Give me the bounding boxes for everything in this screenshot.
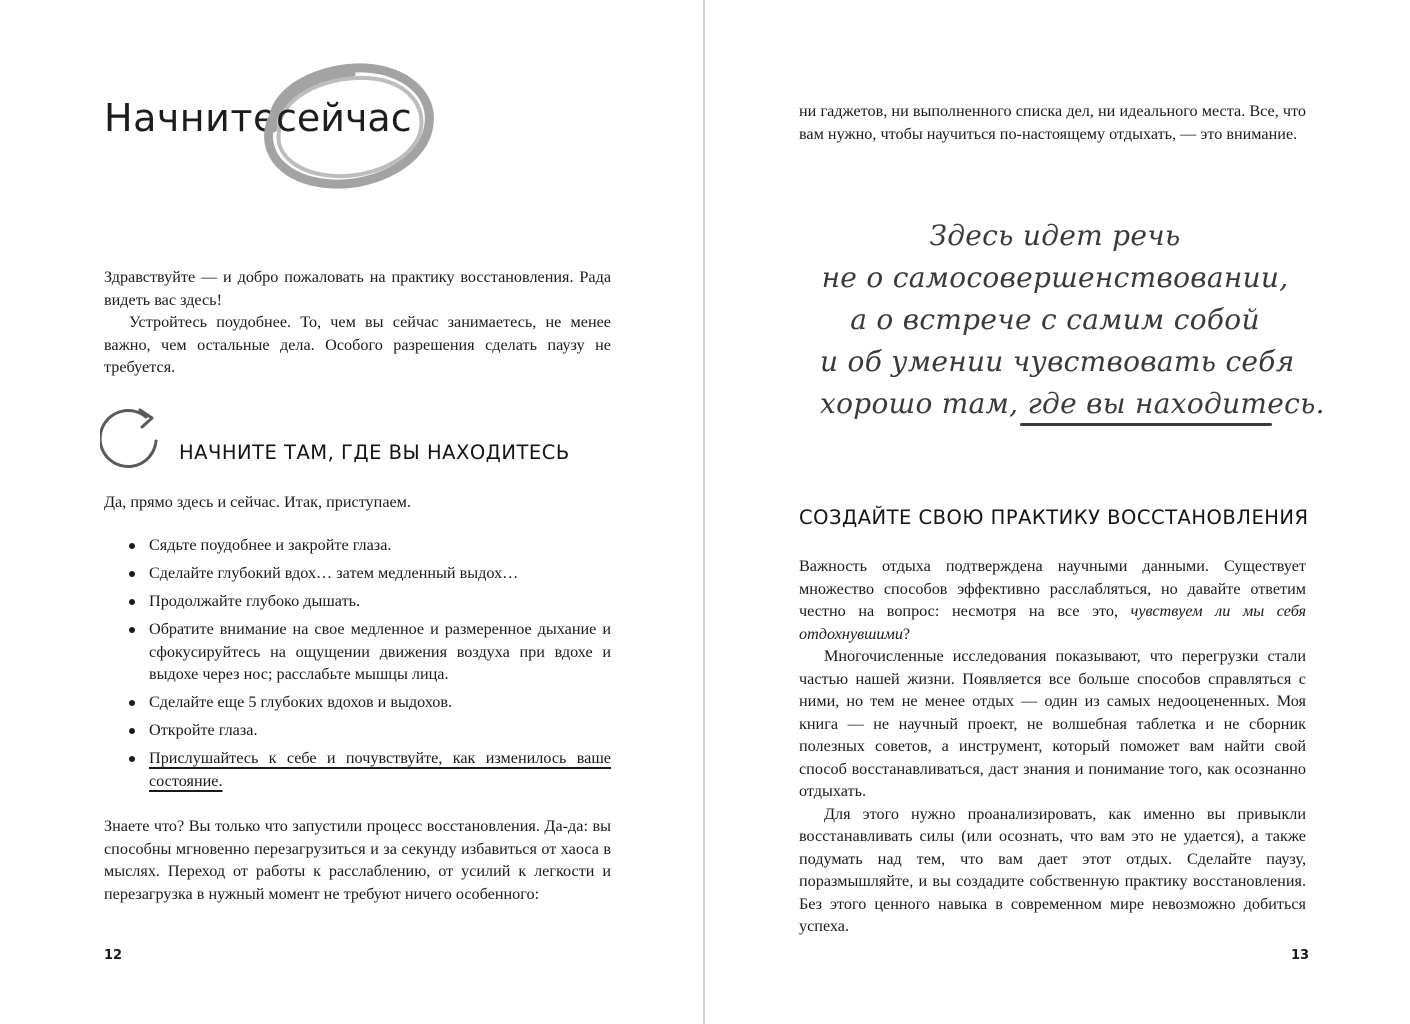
- page-number-left: 12: [104, 948, 123, 963]
- list-item: Обратите внимание на свое медленное и размеренное дыхание и сфокусируйтесь на ощущении движения воздуха при вдохе и выдохе через нос; расслабьте мышцы лица.: [129, 618, 611, 686]
- quote-line: и об умении чувствовать себя: [820, 345, 1295, 378]
- quote-line: хорошо там, где вы находитесь.: [820, 387, 1325, 420]
- list-item: Сядьте поудобнее и закройте глаза.: [129, 534, 611, 557]
- paragraph-1-text: Важность отдыха подтверждена научными данными. Существует множество способов эффективно расслабляться, но давайте ответим честно на вопрос: несмотря на все это,: [799, 557, 1306, 620]
- paragraph-1-end: ?: [902, 624, 911, 643]
- handwritten-quote: [820, 215, 1325, 425]
- right-body-text: [799, 555, 1306, 938]
- chapter-title-word-2: сейчас: [276, 96, 412, 140]
- section-intro: Да, прямо здесь и сейчас. Итак, приступаем.: [104, 493, 411, 511]
- intro-paragraph-1: Здравствуйте — и добро пожаловать на практику восстановления. Рада видеть вас здесь!: [104, 268, 611, 309]
- quote-underline: [1020, 423, 1272, 426]
- chapter-title-word-1: Начните: [104, 96, 277, 140]
- quote-line: не о самосовершенствовании,: [821, 261, 1289, 294]
- refresh-arrow-icon: [100, 405, 164, 469]
- section-heading-left: НАЧНИТЕ ТАМ, ГДЕ ВЫ НАХОДИТЕСЬ: [179, 441, 570, 464]
- closing-paragraph: Знаете что? Вы только что запустили процесс восстановления. Да-да: вы способны мгновенно перезагрузиться и за секунду избавиться от хаоса в мыслях. Переход от работы к расслаблению, от усилий к легкости и перезагрузка в нужный момент не требуют ничего особенного:: [104, 817, 611, 903]
- list-item: Откройте глаза.: [129, 719, 611, 742]
- paragraph-1-italic: чувствуем ли мы себя отдохнувшими: [799, 602, 1306, 643]
- list-item-underlined: Прислушайтесь к себе и почувствуйте, как изменилось ваше состояние.: [129, 747, 611, 792]
- continuation-paragraph: ни гаджетов, ни выполненного списка дел, ни идеального места. Все, что вам нужно, чтобы научиться по-настоящему отдыхать, — это внимание.: [799, 102, 1306, 143]
- list-item: Сделайте глубокий вдох… затем медленный выдох…: [129, 562, 611, 585]
- intro-paragraph-2: Устройтесь поудобнее. То, чем вы сейчас занимаетесь, не менее важно, чем остальные дела. Особого разрешения сделать паузу не требуется.: [104, 313, 611, 376]
- paragraph-3: Для этого нужно проанализировать, как именно вы привыкли восстанавливать силы (или осознать, что вам это не удается), а также подумать над тем, что вам дает этот отдых. Сделайте паузу, поразмышляйте, и вы создадите собственную практику восстановления. Без этого ценного навыка в современном мире невозможно добиться успеха.: [799, 804, 1306, 935]
- page-number-right: 13: [1291, 948, 1310, 963]
- section-heading-right: СОЗДАЙТЕ СВОЮ ПРАКТИКУ ВОССТАНОВЛЕНИЯ: [799, 506, 1309, 529]
- list-item: Сделайте еще 5 глубоких вдохов и выдохов.: [129, 691, 611, 714]
- quote-line: Здесь идет речь: [929, 219, 1181, 252]
- paragraph-1: [799, 555, 1306, 645]
- quote-line: а о встрече с самим собой: [850, 303, 1260, 336]
- intro-text: [104, 266, 611, 379]
- instruction-list: [129, 534, 611, 798]
- list-item: Продолжайте глубоко дышать.: [129, 590, 611, 613]
- paragraph-2: Многочисленные исследования показывают, что перегрузки стали частью нашей жизни. Появляется все больше способов справляться с ними, но тем не менее отдых — один из самых недооцененных. Моя книга — не научный проект, не волшебная таблетка и не сборник полезных советов, а инструмент, который поможет вам найти свой способ восстанавливаться, даст знания и понимание того, как осознанно отдыхать.: [799, 647, 1306, 800]
